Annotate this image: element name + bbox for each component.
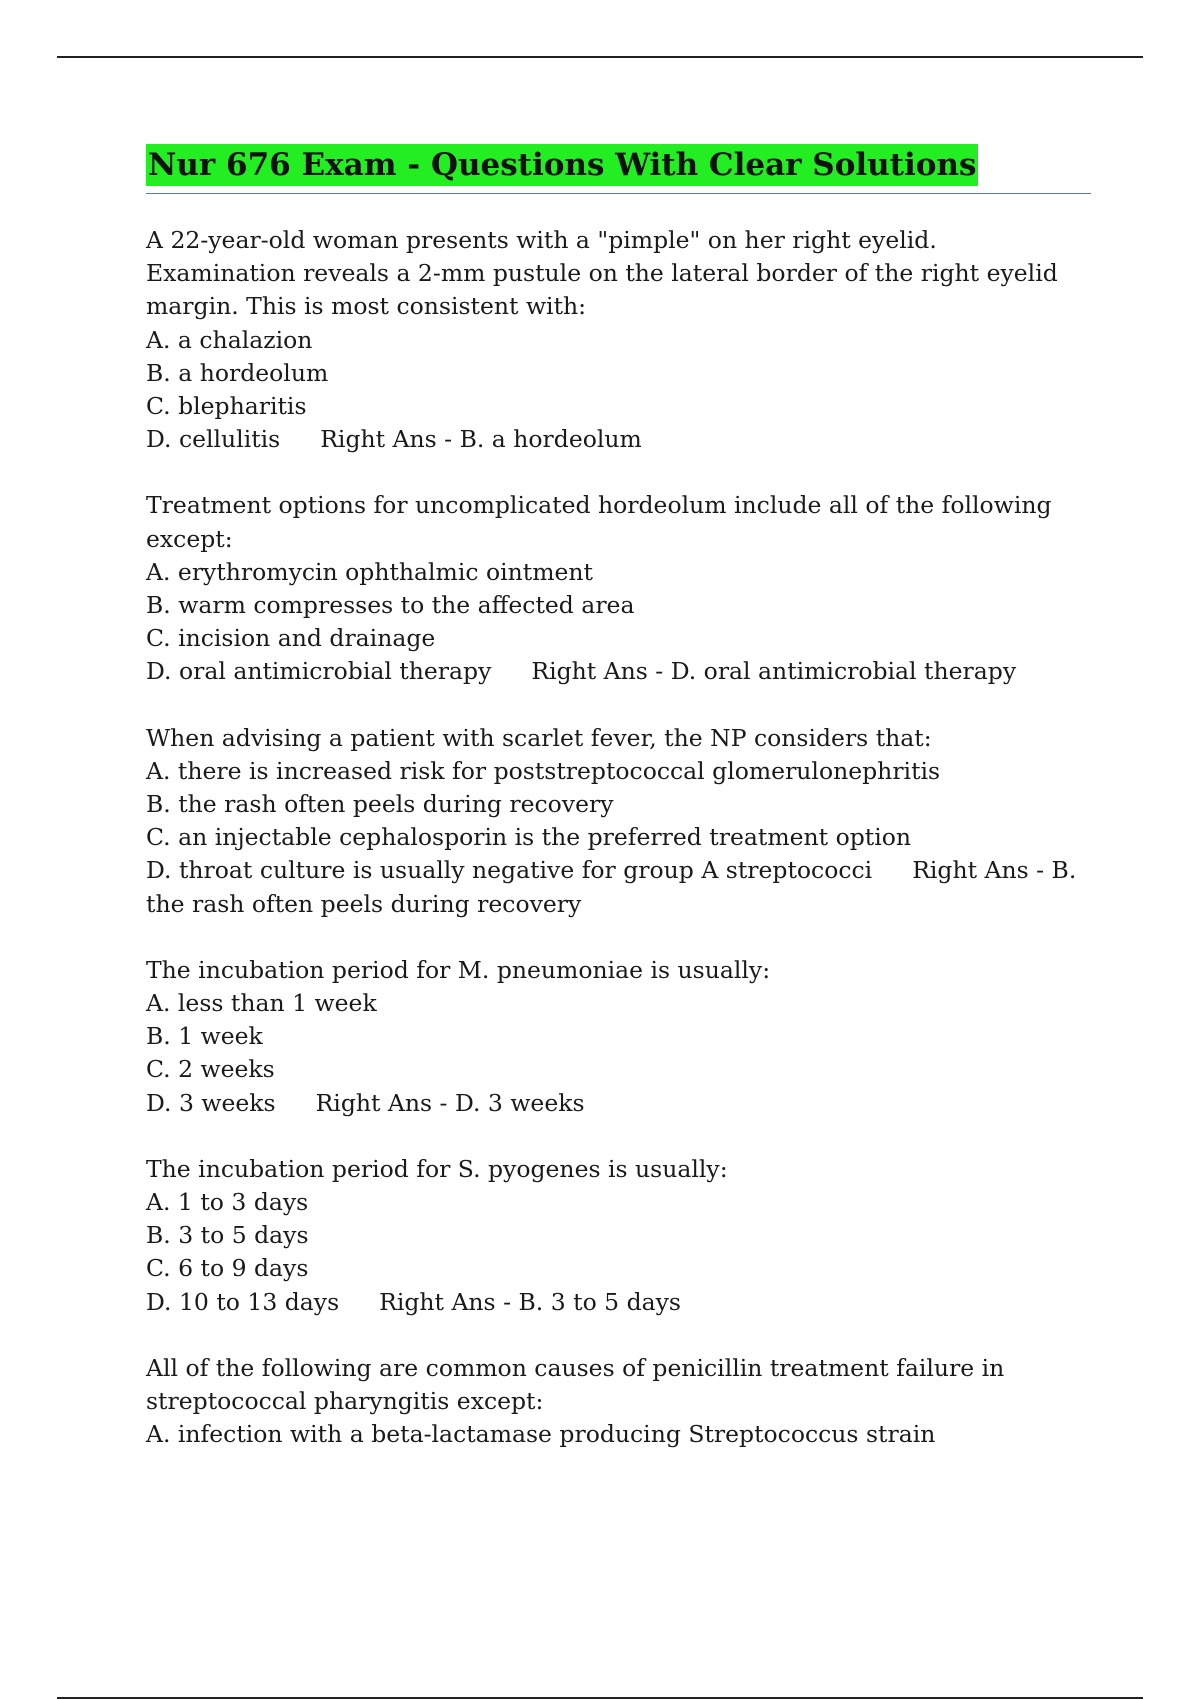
answer-option-with-solution — [146, 655, 1091, 688]
answer-option: A. infection with a beta-lactamase producing Streptococcus strain — [146, 1420, 936, 1449]
answer-option: D. cellulitis — [146, 425, 281, 454]
answer-option: A. a chalazion — [146, 325, 313, 354]
question-block — [146, 954, 1091, 1120]
question-block — [146, 1153, 1091, 1319]
question-block — [146, 489, 1091, 688]
answer-option: D. oral antimicrobial therapy — [146, 657, 492, 686]
answer-option-with-solution — [146, 1286, 1091, 1319]
question-list — [146, 224, 1091, 1452]
right-answer: Right Ans - B. a hordeolum — [320, 425, 642, 454]
question-stem-line: Examination reveals a 2-mm pustule on the lateral border of the right eyelid — [146, 259, 1058, 288]
question-stem-line: The incubation period for S. pyogenes is usually: — [146, 1154, 728, 1183]
right-answer-continuation: the rash often peels during recovery — [146, 889, 582, 918]
question-block — [146, 224, 1091, 456]
right-answer: Right Ans - D. oral antimicrobial therapy — [531, 657, 1017, 686]
question-stem-line: A 22-year-old woman presents with a "pimple" on her right eyelid. — [146, 226, 937, 254]
answer-option-with-solution — [146, 423, 1091, 456]
answer-option-with-solution — [146, 854, 1091, 887]
answer-option: C. 6 to 9 days — [146, 1254, 309, 1283]
answer-option: B. 3 to 5 days — [146, 1221, 309, 1250]
answer-option: A. 1 to 3 days — [146, 1188, 309, 1217]
answer-option: C. blepharitis — [146, 392, 307, 421]
question-stem-line: streptococcal pharyngitis except: — [146, 1387, 544, 1416]
answer-option: D. 10 to 13 days — [146, 1287, 340, 1316]
question-stem-line: When advising a patient with scarlet fever, the NP considers that: — [146, 723, 932, 752]
right-answer: Right Ans - B. 3 to 5 days — [379, 1287, 681, 1316]
question-stem-line: All of the following are common causes of penicillin treatment failure in — [146, 1353, 1005, 1382]
question-stem-line: except: — [146, 524, 233, 553]
right-answer: Right Ans - B. — [912, 856, 1077, 885]
answer-option: C. an injectable cephalosporin is the preferred treatment option — [146, 823, 912, 852]
page-title: Nur 676 Exam - Questions With Clear Solutions — [146, 144, 978, 186]
answer-option: B. the rash often peels during recovery — [146, 790, 614, 819]
answer-option: B. 1 week — [146, 1022, 263, 1051]
answer-option: C. incision and drainage — [146, 624, 436, 653]
answer-option: A. there is increased risk for poststreptococcal glomerulonephritis — [146, 756, 941, 785]
question-stem-line: Treatment options for uncomplicated hordeolum include all of the following — [146, 491, 1052, 520]
answer-option-with-solution — [146, 1087, 1091, 1120]
answer-option: A. erythromycin ophthalmic ointment — [146, 557, 594, 586]
answer-option: D. 3 weeks — [146, 1088, 276, 1117]
document-body — [146, 144, 1091, 1485]
answer-option: C. 2 weeks — [146, 1055, 275, 1084]
page-top-rule — [57, 56, 1143, 58]
answer-option: D. throat culture is usually negative for group A streptococci — [146, 856, 873, 885]
right-answer: Right Ans - D. 3 weeks — [315, 1088, 585, 1117]
answer-option: B. a hordeolum — [146, 358, 329, 387]
question-stem-line: margin. This is most consistent with: — [146, 292, 587, 321]
title-block — [146, 144, 1091, 194]
page-bottom-rule — [57, 1697, 1143, 1699]
answer-option: B. warm compresses to the affected area — [146, 591, 635, 620]
question-stem-line: The incubation period for M. pneumoniae is usually: — [146, 955, 771, 984]
question-block — [146, 722, 1091, 921]
answer-option: A. less than 1 week — [146, 989, 377, 1018]
question-block — [146, 1352, 1091, 1452]
